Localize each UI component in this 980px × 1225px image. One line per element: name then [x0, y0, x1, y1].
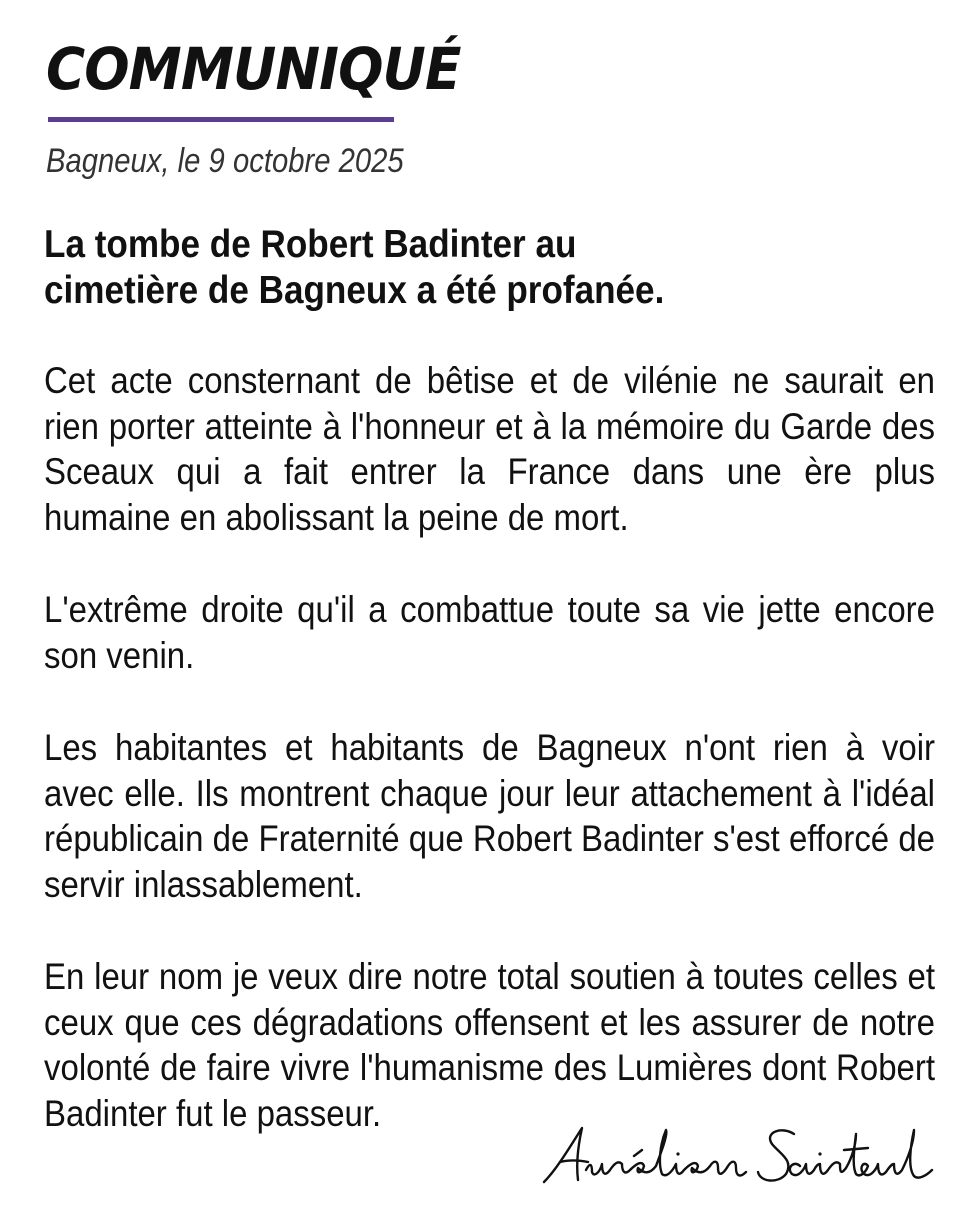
- headline-line-2: cimetière de Bagneux a été profanée.: [44, 269, 665, 312]
- paragraph-1: Cet acte consternant de bêtise et de vilénie ne saurait en rien porter atteinte à l'honneur et à la mémoire du Garde des Sceaux qui a fait entrer la France dans une ère plus humaine en abolissant la peine de mort.: [44, 360, 935, 538]
- headline-line-1: La tombe de Robert Badinter au: [44, 223, 577, 266]
- headline: [44, 222, 728, 314]
- dateline: Bagneux, le 9 octobre 2025: [46, 142, 404, 180]
- body-text: [44, 358, 935, 1183]
- handwritten-signature: [538, 1120, 938, 1190]
- paragraph-4: En leur nom je veux dire notre total soutien à toutes celles et ceux que ces dégradations offensent et les assurer de notre volonté de faire vivre l'humanisme des Lumières dont Robert Badinter fut le passeur.: [44, 956, 935, 1134]
- page-title: COMMUNIQUÉ: [46, 35, 461, 103]
- paragraph-2: L'extrême droite qu'il a combattue toute sa vie jette encore son venin.: [44, 589, 935, 676]
- paragraph-3: Les habitantes et habitants de Bagneux n'ont rien à voir avec elle. Ils montrent chaque jour leur attachement à l'idéal républicain de Fraternité que Robert Badinter s'est efforcé de servir inlassablement.: [44, 727, 935, 905]
- title-underline: [48, 117, 394, 122]
